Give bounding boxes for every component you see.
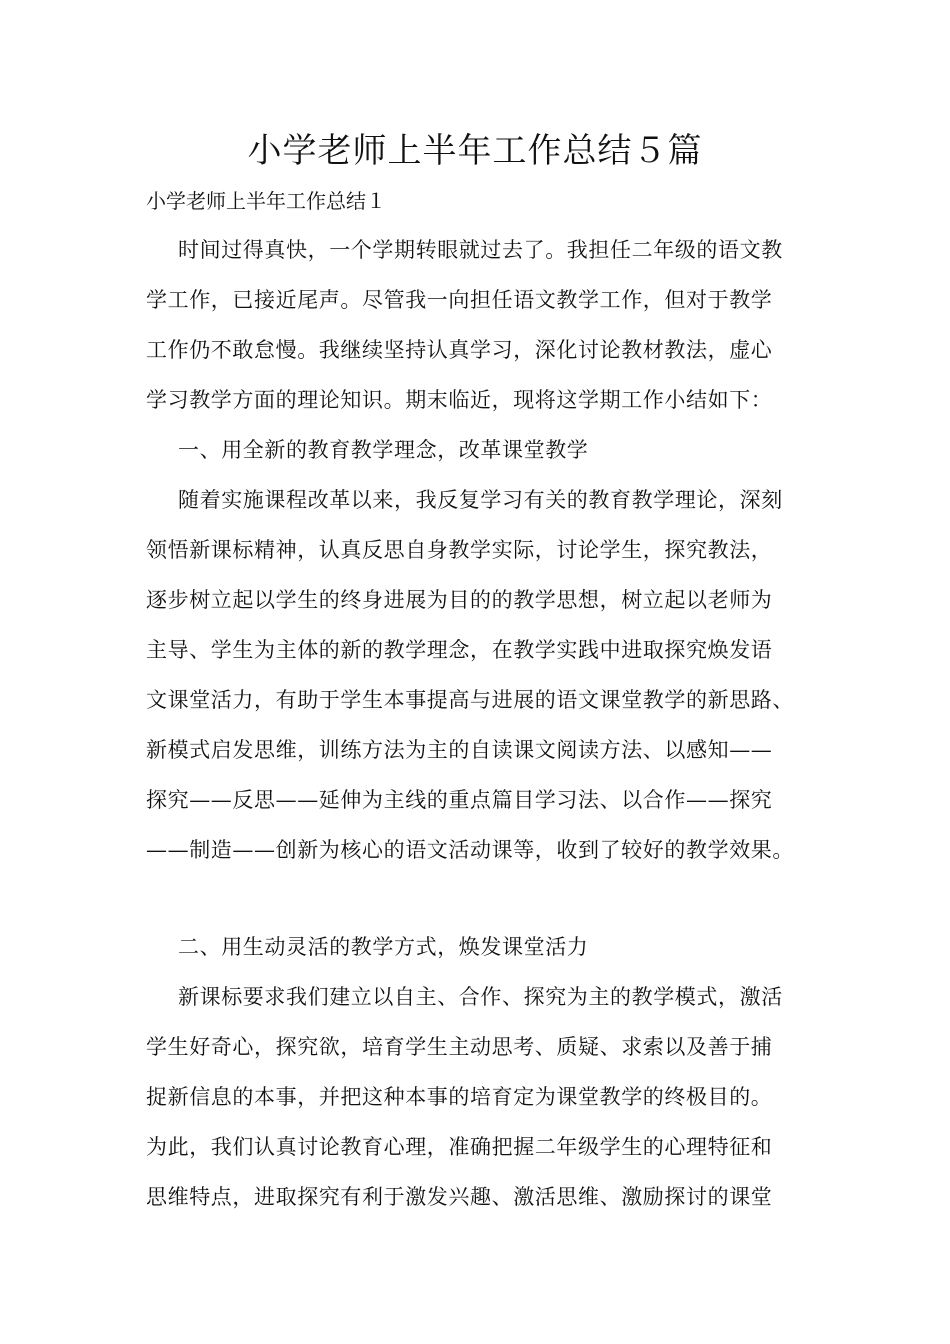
document-title: 小学老师上半年工作总结５篇 [247,131,703,171]
paragraph-line: ——制造——创新为核心的语文活动课等，收到了较好的教学效果。 [146,838,794,862]
paragraph-line: 工作仍不敢怠慢。我继续坚持认真学习，深化讨论教材教法，虚心 [146,338,773,362]
paragraph-line: 思维特点，进取探究有利于激发兴趣、激活思维、激励探讨的课堂 [146,1185,773,1209]
paragraph-line: 为此，我们认真讨论教育心理，准确把握二年级学生的心理特征和 [146,1135,773,1159]
paragraph-line: 时间过得真快，一个学期转眼就过去了。我担任二年级的语文教 [178,238,783,262]
paragraph-line: 探究——反思——延伸为主线的重点篇目学习法、以合作——探究 [146,788,773,812]
paragraph-line: 逐步树立起以学生的终身进展为目的的教学思想，树立起以老师为 [146,588,773,612]
paragraph-line: 文课堂活力，有助于学生本事提高与进展的语文课堂教学的新思路、 [146,688,794,712]
section-subtitle: 小学老师上半年工作总结１ [146,189,386,213]
paragraph-line: 主导、学生为主体的新的教学理念，在教学实践中进取探究焕发语 [146,638,773,662]
paragraph-line: 新模式启发思维，训练方法为主的自读课文阅读方法、以感知—— [146,738,773,762]
section-heading: 一、用全新的教育教学理念，改革课堂教学 [178,438,589,462]
paragraph-line: 学生好奇心，探究欲，培育学生主动思考、质疑、求索以及善于捕 [146,1035,773,1059]
paragraph-line: 新课标要求我们建立以自主、合作、探究为主的教学模式，激活 [178,985,783,1009]
paragraph-line: 捉新信息的本事，并把这种本事的培育定为课堂教学的终极目的。 [146,1085,773,1109]
paragraph-line: 学习教学方面的理论知识。期末临近，现将这学期工作小结如下： [146,388,773,412]
paragraph-line: 领悟新课标精神，认真反思自身教学实际，讨论学生，探究教法， [146,538,773,562]
paragraph-line: 学工作，已接近尾声。尽管我一向担任语文教学工作，但对于教学 [146,288,773,312]
paragraph-line: 随着实施课程改革以来，我反复学习有关的教育教学理论，深刻 [178,488,783,512]
section-heading: 二、用生动灵活的教学方式，焕发课堂活力 [178,935,589,959]
